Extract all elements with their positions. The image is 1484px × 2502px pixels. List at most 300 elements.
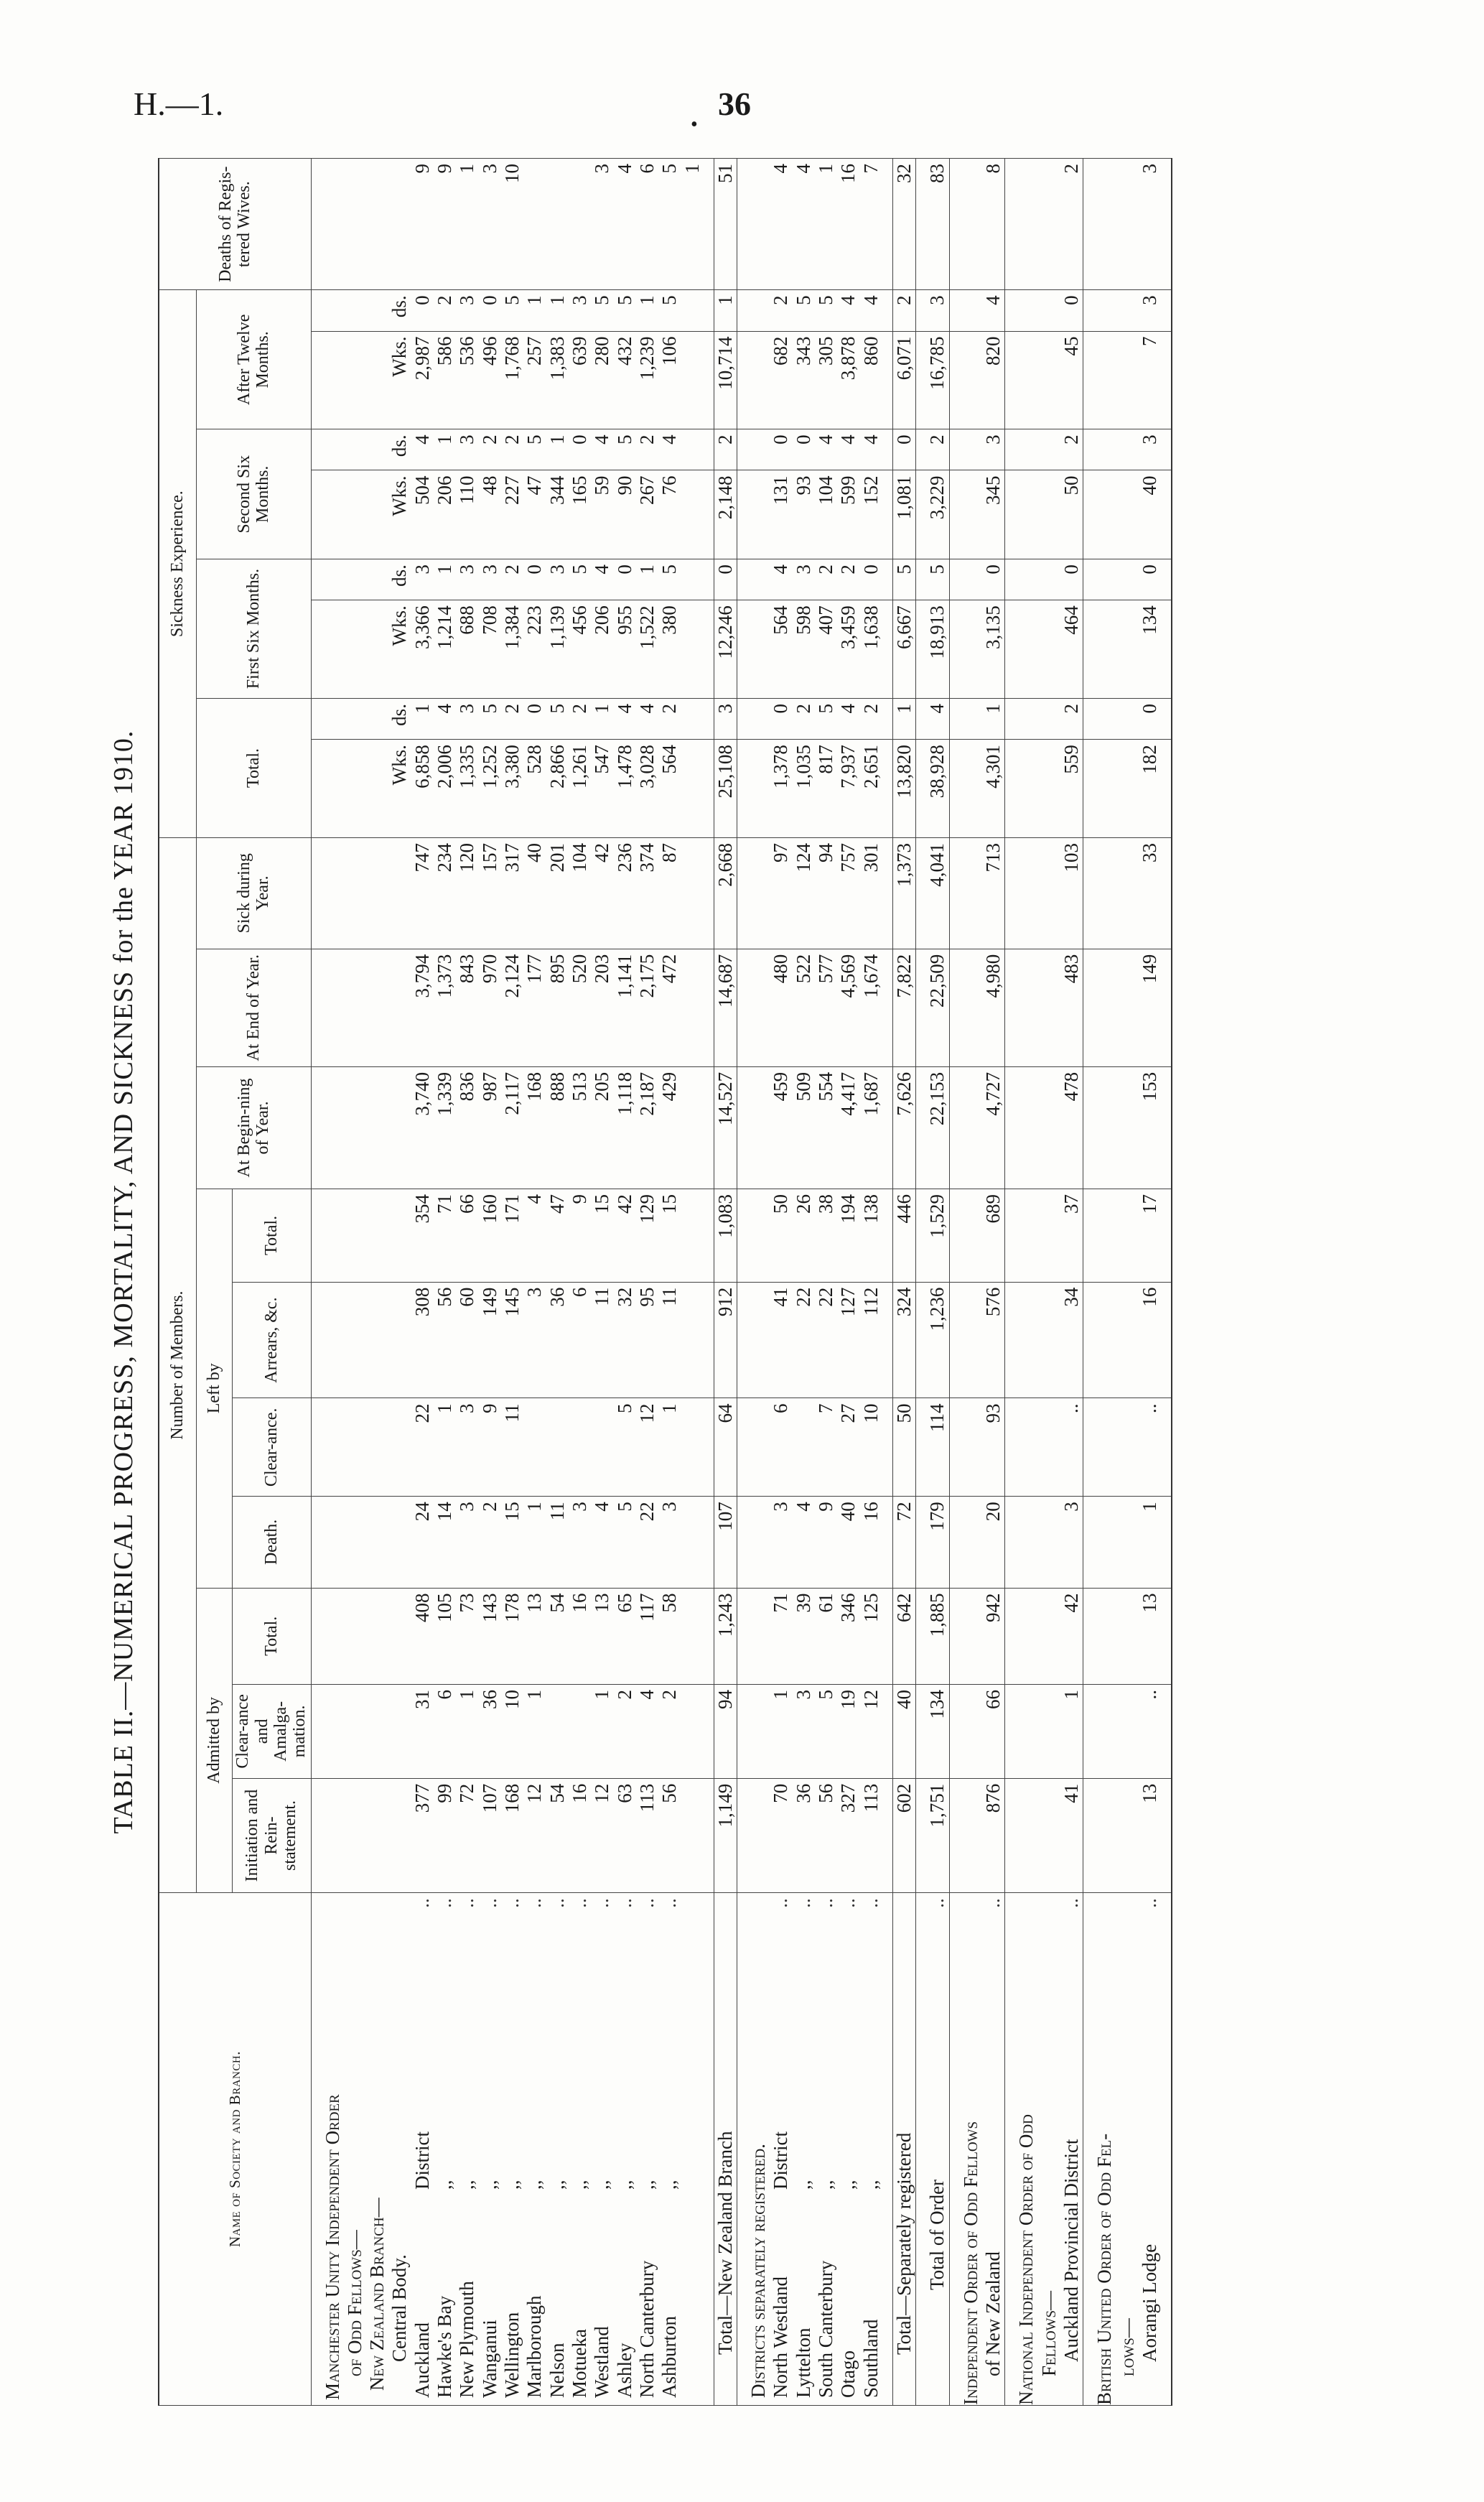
table-cell: 22 [815,1282,837,1398]
table-cell: 157 [479,837,501,949]
table-cell: 1 [456,159,478,290]
leader-dots: .. [546,1898,568,1908]
table-cell: 201 [546,837,569,949]
statistics-table [158,158,1172,2406]
table-cell: 61 [815,1588,837,1684]
table-cell: 4,980 [982,949,1005,1066]
table-cell: 1,261 [569,740,591,838]
table-cell: 4 [636,1684,658,1778]
table-cell: 987 [479,1066,501,1189]
table-cell [569,1684,591,1778]
table-cell: 1,885 [926,1588,949,1684]
row-label: North Canterbury ,, .. [636,1893,658,2406]
table-cell: 3 [411,559,434,600]
table-cell: 4,301 [982,740,1005,838]
leader-dots: .. [434,1898,456,1908]
row-label: Lyttelton ,, .. [793,1893,815,2406]
table-cell: 1 [770,1684,792,1778]
table-cell: 3 [456,1497,478,1588]
table-cell: 4 [837,290,859,331]
table-cell: 22 [636,1497,658,1588]
header-initiation: Initiation and Rein-statement. [232,1778,311,1892]
table-cell: 40 [893,1684,916,1778]
table-cell: 1 [546,429,569,470]
table-row [1139,159,1161,2406]
table-cell: 5 [926,559,949,600]
table-cell: 76 [658,470,681,559]
table-row [636,159,658,2406]
table-cell: 354 [411,1189,434,1282]
table-cell: 429 [658,1066,681,1189]
district-suffix: ,, [613,2180,635,2190]
table-cell: 1,638 [860,600,882,699]
table-cell: 345 [982,470,1005,559]
table-cell: 3,459 [837,600,859,699]
table-cell: 70 [770,1778,792,1892]
table-cell: 5 [658,159,681,290]
section-heading-row [1015,159,1037,2406]
table-cell: 0 [411,290,434,331]
header-after-twelve: After Twelve Months. [196,290,311,429]
table-cell: 3 [456,699,478,740]
total-row [893,159,916,2406]
table-cell: 267 [636,470,658,559]
district-suffix: ,, [837,2180,859,2190]
table-cell: 3,135 [982,600,1005,699]
table-cell: 2,117 [501,1066,523,1189]
table-cell: 380 [658,600,681,699]
table-cell: 9 [411,159,434,290]
units-row [388,159,411,2406]
table-cell: 446 [893,1189,916,1282]
table-cell: 1,083 [714,1189,737,1282]
table-cell: 324 [893,1282,916,1398]
table-cell: 747 [411,837,434,949]
table-cell: 3,380 [501,740,523,838]
table-cell: 4 [411,429,434,470]
table-cell: 6,667 [893,600,916,699]
header-second-six: Second Six Months. [196,429,311,559]
table-cell: 2 [926,429,949,470]
row-label: Marlborough ,, .. [523,1893,546,2406]
table-cell: 0 [982,559,1005,600]
table-cell: 56 [434,1282,456,1398]
table-cell: 2,124 [501,949,523,1066]
table-cell: 4 [926,699,949,740]
table-cell: 522 [793,949,815,1066]
table-cell: 39 [793,1588,815,1684]
table-cell: 8 [982,159,1005,290]
table-cell: 3 [793,559,815,600]
section-label: New Zealand Branch— [366,1893,388,2406]
table-cell: 22,153 [926,1066,949,1189]
table-row [658,159,681,2406]
unit-days: ds. [388,429,411,470]
row-label: Wellington ,, .. [501,1893,523,2406]
table-cell: 6,071 [893,331,916,429]
table-cell: 4 [793,1497,815,1588]
table-cell: 547 [591,740,613,838]
table-cell: 1,214 [434,600,456,699]
table-cell: 5 [893,559,916,600]
table-cell: 836 [456,1066,478,1189]
table-cell: 104 [569,837,591,949]
table-cell: 2,148 [714,470,737,559]
table-cell: 1 [523,1497,546,1588]
section-label: British United Order of Odd Fel- [1093,1893,1116,2406]
leader-dots: .. [770,1898,792,1908]
table-cell: 2 [501,429,523,470]
table-cell: 10 [860,1398,882,1497]
table-cell: 0 [1060,290,1083,331]
table-cell: 2,668 [714,837,737,949]
table-cell: 33 [1139,837,1161,949]
table-cell: 4 [591,429,613,470]
table-cell: 58 [658,1588,681,1684]
table-cell: 4,727 [982,1066,1005,1189]
table-cell: 496 [479,331,501,429]
table-cell: 2 [860,699,882,740]
table-cell: 37 [1060,1189,1083,1282]
table-cell: 6,858 [411,740,434,838]
table-cell: 1 [434,429,456,470]
header-admitted-total: Total. [232,1588,311,1684]
table-cell: 2 [793,699,815,740]
table-cell: 11 [501,1398,523,1497]
table-cell: 1,252 [479,740,501,838]
table-cell: 93 [982,1398,1005,1497]
table-cell: 1 [546,290,569,331]
table-cell: 3,794 [411,949,434,1066]
district-suffix: ,, [792,2180,814,2190]
table-cell: .. [1139,1684,1161,1778]
table-cell: 20 [982,1497,1005,1588]
row-label: Ashburton ,, .. [658,1893,681,2406]
table-cell: 9 [569,1189,591,1282]
table-cell: 1,478 [614,740,636,838]
table-cell: 4 [837,699,859,740]
table-cell: 12 [591,1778,613,1892]
table-cell: 107 [479,1778,501,1892]
table-cell: 509 [793,1066,815,1189]
table-cell: 168 [501,1778,523,1892]
table-cell: 564 [770,600,792,699]
table-cell: 576 [982,1282,1005,1398]
row-label: Auckland Provincial District .. [1060,1893,1083,2406]
table-cell: 54 [546,1778,569,1892]
table-cell: 13 [1139,1588,1161,1684]
table-cell: 5 [815,1684,837,1778]
table-cell: 113 [860,1778,882,1892]
table-cell: 912 [714,1282,737,1398]
table-cell: 6 [636,159,658,290]
table-cell: 5 [658,559,681,600]
table-cell: 65 [614,1588,636,1684]
table-cell: 71 [434,1189,456,1282]
table-cell: 0 [770,699,792,740]
table-cell: 2 [501,699,523,740]
table-cell: 15 [658,1189,681,1282]
table-cell: 3,028 [636,740,658,838]
table-cell: 32 [893,159,916,290]
table-cell: 149 [1139,949,1161,1066]
table-cell: 577 [815,949,837,1066]
table-cell: 106 [658,331,681,429]
table-cell: 18,913 [926,600,949,699]
table-cell: 1 [714,290,737,331]
table-cell: 1,141 [614,949,636,1066]
table-cell: .. [1060,1398,1083,1497]
table-cell: 2 [658,1684,681,1778]
table-cell: 4 [982,290,1005,331]
table-cell: 0 [1139,559,1161,600]
table-cell: 0 [1060,559,1083,600]
table-cell: 71 [770,1588,792,1684]
row-label: Total—New Zealand Branch [714,1893,737,2406]
table-cell: 22,509 [926,949,949,1066]
section-label: lows— [1116,1893,1139,2406]
table-cell: 528 [523,740,546,838]
table-cell: 103 [1060,837,1083,949]
table-cell: 72 [456,1778,478,1892]
row-label: South Canterbury ,, .. [815,1893,837,2406]
table-cell: 0 [793,429,815,470]
table-cell: 817 [815,740,837,838]
table-cell: 4 [860,290,882,331]
table-cell: 38,928 [926,740,949,838]
table-cell [546,159,569,290]
table-cell: 107 [714,1497,737,1588]
leader-dots: .. [411,1898,433,1908]
table-cell: 301 [860,837,882,949]
table-cell: 688 [456,600,478,699]
table-cell: 843 [456,949,478,1066]
leader-dots: .. [501,1898,523,1908]
table-cell [546,1398,569,1497]
table-cell: 64 [714,1398,737,1497]
table-cell: 1 [893,699,916,740]
unit-weeks: Wks. [388,470,411,559]
table-cell: 1 [681,159,704,290]
table-cell: 97 [770,837,792,949]
row-label: Otago ,, .. [837,1893,859,2406]
table-cell: 26 [793,1189,815,1282]
table-cell: 60 [456,1282,478,1398]
table-cell: 3 [926,290,949,331]
table-cell: 1,243 [714,1588,737,1684]
table-cell: 4 [815,429,837,470]
row-label: North Westland District .. [770,1893,792,2406]
table-cell: 4 [591,1497,613,1588]
table-cell: 152 [860,470,882,559]
row-label: Aorangi Lodge .. [1139,1893,1161,2406]
table-cell: 3 [1060,1497,1083,1588]
table-cell: 127 [837,1282,859,1398]
table-cell: 4,041 [926,837,949,949]
table-cell: 4 [614,159,636,290]
table-cell: 7,626 [893,1066,916,1189]
section-label: Fellows— [1038,1893,1060,2406]
table-cell: 0 [614,559,636,600]
table-cell: 16 [569,1778,591,1892]
table-cell: 5 [614,429,636,470]
district-suffix: District [411,2131,433,2190]
table-cell: 143 [479,1588,501,1684]
table-cell: 6 [434,1684,456,1778]
table-cell: 3 [456,290,478,331]
table-cell: 5 [815,699,837,740]
table-cell: 3 [456,559,478,600]
table-cell: 104 [815,470,837,559]
table-cell: 5 [546,699,569,740]
table-cell: 129 [636,1189,658,1282]
table-cell: 3 [456,429,478,470]
table-cell: 227 [501,470,523,559]
table-cell: 1,687 [860,1066,882,1189]
total-row [926,159,949,2406]
table-cell: 50 [1060,470,1083,559]
table-cell: 1,239 [636,331,658,429]
table-cell: 2 [1060,159,1083,290]
table-cell: 17 [1139,1189,1161,1282]
table-cell: 87 [658,837,681,949]
table-cell: 1,522 [636,600,658,699]
table-cell: 179 [926,1497,949,1588]
table-cell: 1,335 [456,740,478,838]
leader-dots: .. [837,1898,859,1908]
table-cell: 1,373 [893,837,916,949]
table-cell: 820 [982,331,1005,429]
table-cell [793,1398,815,1497]
row-label: Nelson ,, .. [546,1893,569,2406]
table-cell: 0 [893,429,916,470]
table-cell: 194 [837,1189,859,1282]
table-cell: 757 [837,837,859,949]
unit-days: ds. [388,699,411,740]
table-cell: 0 [770,429,792,470]
table-cell: 456 [569,600,591,699]
table-cell: 876 [982,1778,1005,1892]
table-cell: 178 [501,1588,523,1684]
district-suffix: ,, [658,2180,681,2190]
table-cell: 14,687 [714,949,737,1066]
table-cell: 2 [569,699,591,740]
table-cell: 860 [860,331,882,429]
table-cell: 559 [1060,740,1083,838]
table-cell: 13 [523,1588,546,1684]
table-cell: 73 [456,1588,478,1684]
table-cell: 16 [860,1497,882,1588]
table-cell: 99 [434,1778,456,1892]
table-cell: 19 [837,1684,859,1778]
row-label: Hawke's Bay ,, .. [434,1893,456,2406]
table-cell: 72 [893,1497,916,1588]
table-cell: 5 [658,290,681,331]
table-cell: 689 [982,1189,1005,1282]
table-cell: 1,751 [926,1778,949,1892]
table-cell: 5 [614,290,636,331]
section-heading-row [1093,159,1116,2406]
table-cell: 942 [982,1588,1005,1684]
table-cell: 15 [501,1497,523,1588]
table-cell: 1 [636,559,658,600]
table-cell: 3 [569,1497,591,1588]
unit-days: ds. [388,290,411,331]
table-cell: 38 [815,1189,837,1282]
table-cell: 1,035 [793,740,815,838]
leader-dots: .. [456,1898,478,1908]
table-cell: 63 [614,1778,636,1892]
table-cell: 16,785 [926,331,949,429]
leader-dots: .. [859,1898,882,1908]
table-cell: 1,236 [926,1282,949,1398]
table-cell: 47 [523,470,546,559]
table-cell: 308 [411,1282,434,1398]
table-cell: 5 [614,1398,636,1497]
table-cell: 2 [770,290,792,331]
table-cell: 3 [569,290,591,331]
table-cell: 59 [591,470,613,559]
table-row [837,159,859,2406]
table-row [770,159,792,2406]
table-cell: 3 [1139,429,1161,470]
table-cell: 3 [770,1497,792,1588]
table-cell: 1 [523,290,546,331]
table-cell: 4,417 [837,1066,859,1189]
table-cell: 113 [636,1778,658,1892]
table-cell: 3 [1139,290,1161,331]
table-cell: 0 [860,559,882,600]
table-cell: 642 [893,1588,916,1684]
table-cell: 36 [546,1282,569,1398]
table-cell: 478 [1060,1066,1083,1189]
table-row [434,159,456,2406]
table-cell: 520 [569,949,591,1066]
table-cell: 0 [523,699,546,740]
table-cell: 513 [569,1066,591,1189]
header-left: Left by [196,1189,232,1588]
table-body [311,159,1172,2406]
section-heading-row [366,159,388,2406]
table-cell: 2 [658,699,681,740]
statistics-table-wrapper [158,158,1371,2406]
row-label: Wanganui ,, .. [479,1893,501,2406]
leader-dots: .. [591,1898,613,1908]
table-cell: 599 [837,470,859,559]
district-suffix: ,, [568,2180,590,2190]
table-cell [569,1398,591,1497]
table-cell: 536 [456,331,478,429]
table-cell: 2 [479,429,501,470]
table-row [1060,159,1083,2406]
table-cell: 1,139 [546,600,569,699]
table-cell: 895 [546,949,569,1066]
table-cell: 5 [614,1497,636,1588]
table-cell: 182 [1139,740,1161,838]
header-begin: At Begin-ning of Year. [196,1066,311,1189]
table-cell: 4 [591,559,613,600]
table-cell: 257 [523,331,546,429]
table-cell: 3 [591,159,613,290]
table-cell: 165 [569,470,591,559]
row-label: Motueka ,, .. [569,1893,591,2406]
table-cell: 3 [982,429,1005,470]
table-cell: 51 [714,159,737,290]
table-cell: 5 [501,290,523,331]
table-cell: 639 [569,331,591,429]
leader-dots: .. [478,1898,500,1908]
table-cell: 7 [1139,331,1161,429]
